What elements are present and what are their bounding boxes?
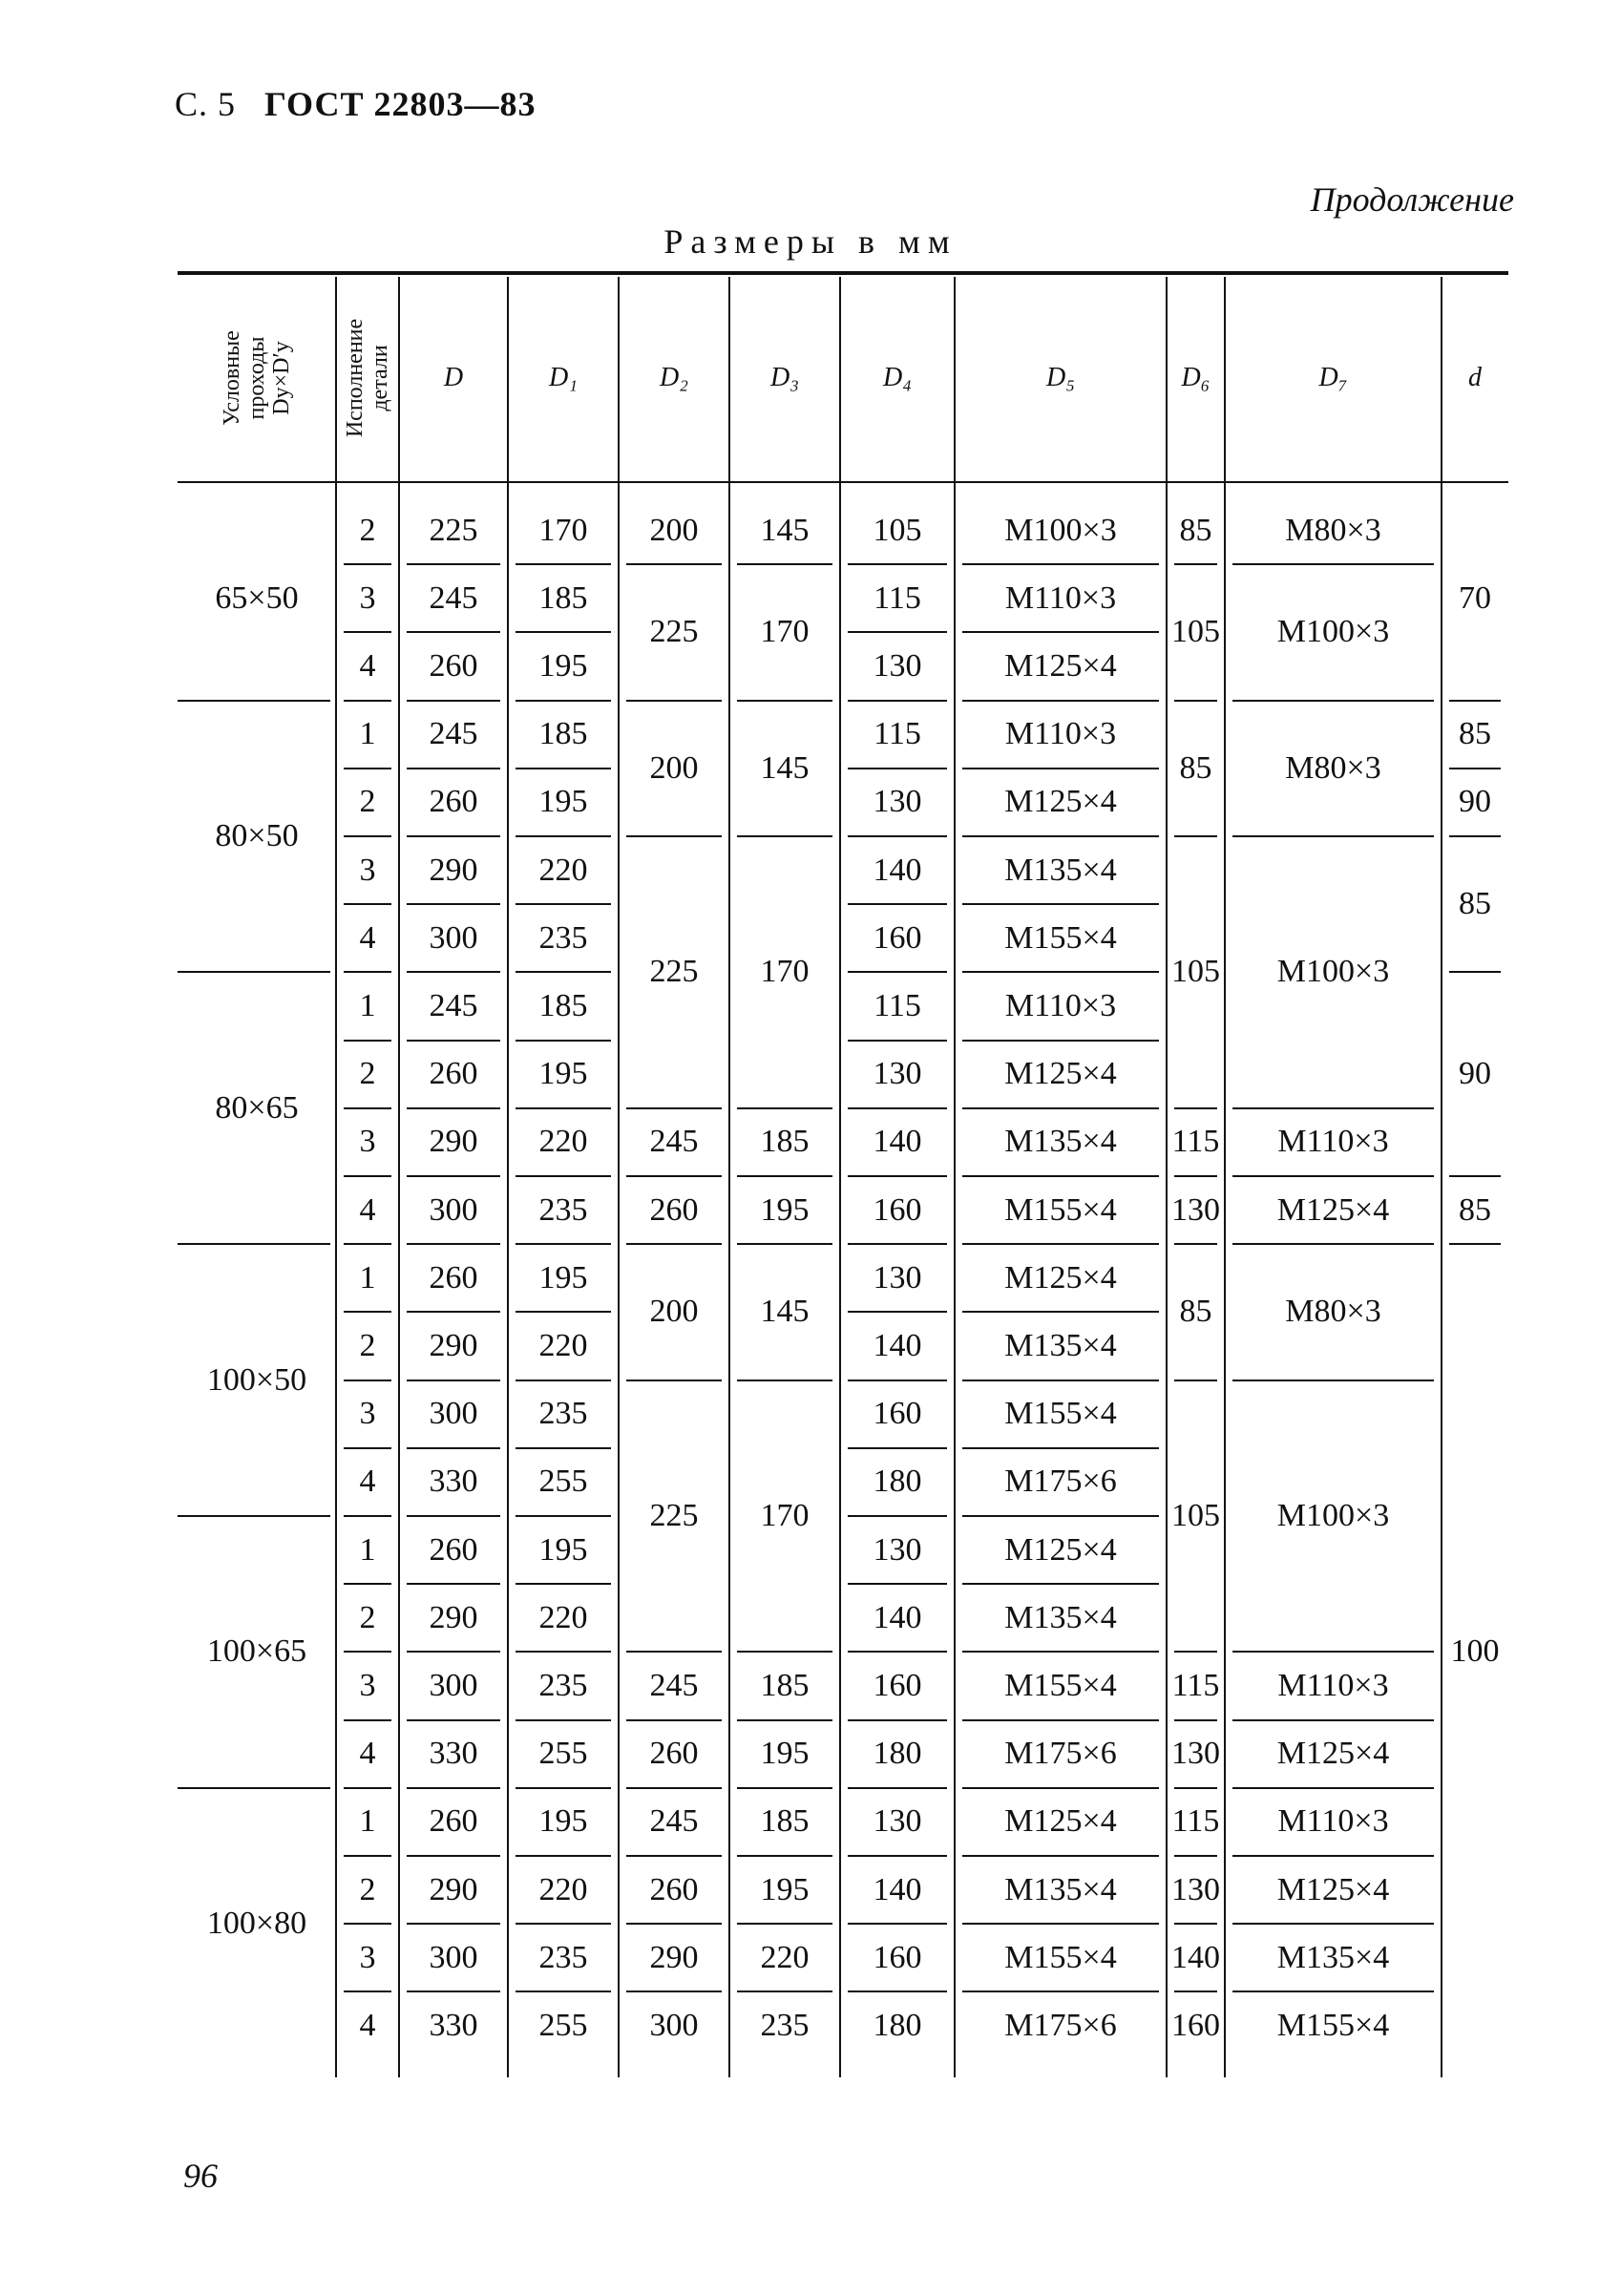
cell-d3-merged: 195 [760,1191,810,1228]
cell-d: 300 [429,1191,478,1228]
cell-d4: 115 [874,987,921,1023]
cell-d6-merged: 85 [1179,749,1212,786]
cell-d1: 255 [538,1464,588,1500]
cell-d1: 220 [538,1599,588,1635]
cell-d7-merged: M135×4 [1276,1939,1390,1975]
cell-d1: 220 [538,1327,588,1363]
cell-d2-merged: 225 [649,954,699,990]
cell-d4: 130 [873,1531,922,1568]
cell-d4: 140 [873,1327,922,1363]
cell-d-merged: 85 [1459,1191,1491,1228]
cell-d4: 130 [873,1056,922,1092]
column-header-d6: D₆ [1181,363,1210,392]
cell-variant: 3 [359,579,376,616]
cell-variant: 2 [359,1056,376,1092]
cell-d5: M125×4 [1004,647,1117,684]
cell-d4: 160 [873,1667,922,1703]
cell-d4: 140 [873,1599,922,1635]
cell-d5: M125×4 [1004,784,1117,820]
cell-d5: M125×4 [1004,1531,1117,1568]
cell-d2-merged: 200 [649,512,699,548]
cell-d5: M175×6 [1004,2007,1117,2043]
cell-d6-merged: 160 [1171,2007,1220,2043]
cell-d5: M155×4 [1004,1396,1117,1432]
column-header-d7: D₇ [1318,363,1348,392]
column-header-bore-text: Условные проходы Dу×D′у [219,330,294,426]
cell-d4: 140 [873,1871,922,1907]
standard-number: ГОСТ 22803—83 [264,85,537,123]
cell-variant: 1 [359,716,376,752]
column-header-d4: D₄ [883,363,912,392]
cell-d6-merged: 130 [1171,1871,1220,1907]
cell-d1: 220 [538,1871,588,1907]
cell-d: 225 [429,512,478,548]
cell-d4: 115 [874,579,921,616]
cell-d5: M125×4 [1004,1259,1117,1295]
cell-d2-merged: 225 [649,1497,699,1533]
cell-d7-merged: M110×3 [1277,1124,1389,1160]
cell-d6-merged: 115 [1171,1803,1220,1840]
cell-d: 330 [429,2007,478,2043]
cell-d2-merged: 245 [649,1803,699,1840]
column-header-d: d [1468,363,1482,392]
cell-d5: M110×3 [1004,579,1117,616]
cell-d-merged: 100 [1450,1633,1500,1670]
cell-variant: 4 [359,647,376,684]
cell-d2-merged: 300 [649,2007,699,2043]
cell-variant: 1 [359,987,376,1023]
cell-d1: 235 [538,1191,588,1228]
continuation-label: Продолжение [1310,180,1514,219]
cell-d: 290 [429,1124,478,1160]
cell-d: 260 [429,647,478,684]
cell-d1: 195 [538,1803,588,1840]
cell-d3-merged: 185 [760,1124,810,1160]
cell-d5: M135×4 [1004,1871,1117,1907]
cell-d2-merged: 225 [649,614,699,650]
cell-d7-merged: M80×3 [1285,1294,1381,1330]
cell-d7-merged: M125×4 [1276,1736,1390,1772]
cell-d1: 220 [538,852,588,888]
header-bottom-rule [178,481,1508,483]
cell-variant: 4 [359,1191,376,1228]
cell-variant: 3 [359,1667,376,1703]
cell-variant: 2 [359,784,376,820]
cell-d5: M135×4 [1004,1599,1117,1635]
cell-d5: M155×4 [1004,1191,1117,1228]
cell-d1: 235 [538,919,588,956]
cell-d4: 160 [873,1191,922,1228]
cell-d1: 255 [538,2007,588,2043]
column-header-bore [178,275,336,481]
cell-d1: 235 [538,1667,588,1703]
cell-d: 245 [429,716,478,752]
cell-d3-merged: 145 [760,749,810,786]
cell-d4: 140 [873,852,922,888]
cell-d-merged: 70 [1459,579,1491,616]
cell-d: 260 [429,1056,478,1092]
cell-d1: 185 [538,716,588,752]
cell-d4: 130 [873,647,922,684]
cell-d4: 130 [873,1259,922,1295]
cell-d: 290 [429,1327,478,1363]
page-ref: С. 5 [175,85,237,123]
cell-variant: 1 [359,1803,376,1840]
cell-d1: 255 [538,1736,588,1772]
cell-d3-merged: 170 [760,614,810,650]
bore-group-label: 80×65 [215,1089,299,1126]
cell-variant: 4 [359,2007,376,2043]
cell-d5: M100×3 [1004,512,1117,548]
column-header-d: D [443,363,464,392]
cell-d5: M175×6 [1004,1736,1117,1772]
cell-d4: 130 [873,1803,922,1840]
cell-variant: 4 [359,1464,376,1500]
column-header-variant-text: Исполнение детали [343,318,393,438]
cell-d: 290 [429,1599,478,1635]
cell-d1: 195 [538,1259,588,1295]
cell-d-merged: 90 [1459,784,1491,820]
cell-d: 260 [429,1803,478,1840]
cell-d: 290 [429,852,478,888]
cell-d5: M125×4 [1004,1056,1117,1092]
cell-d: 260 [429,1531,478,1568]
column-header-d1: D₁ [549,363,578,392]
cell-d1: 185 [538,579,588,616]
cell-variant: 3 [359,1939,376,1975]
cell-d: 245 [429,987,478,1023]
cell-d6-merged: 130 [1171,1736,1220,1772]
cell-d4: 180 [873,1736,922,1772]
cell-d6-merged: 105 [1171,614,1220,650]
cell-d7-merged: M110×3 [1277,1667,1389,1703]
cell-d5: M135×4 [1004,1124,1117,1160]
bore-group-label: 100×65 [206,1633,307,1670]
cell-d3-merged: 170 [760,954,810,990]
cell-d1: 220 [538,1124,588,1160]
cell-d5: M175×6 [1004,1464,1117,1500]
bore-group-label: 100×50 [206,1361,307,1398]
column-header-variant [336,275,399,481]
cell-d3-merged: 185 [760,1803,810,1840]
cell-d1: 195 [538,1056,588,1092]
cell-variant: 2 [359,1327,376,1363]
cell-d4: 130 [873,784,922,820]
cell-d4: 160 [873,1396,922,1432]
cell-d: 300 [429,919,478,956]
cell-d7-merged: M125×4 [1276,1871,1390,1907]
cell-d2-merged: 245 [649,1667,699,1703]
cell-d7-merged: M125×4 [1276,1191,1390,1228]
column-header-d3: D₃ [770,363,799,392]
cell-d6-merged: 105 [1171,954,1220,990]
cell-d2-merged: 260 [649,1191,699,1228]
cell-d: 290 [429,1871,478,1907]
cell-d4: 180 [873,1464,922,1500]
bore-group-label: 80×50 [215,817,299,853]
cell-d4: 180 [873,2007,922,2043]
cell-d: 260 [429,1259,478,1295]
cell-d5: M155×4 [1004,1667,1117,1703]
cell-d3-merged: 145 [760,512,810,548]
bore-group-label: 65×50 [215,579,299,616]
cell-d: 260 [429,784,478,820]
cell-d2-merged: 200 [649,749,699,786]
cell-d4: 140 [873,1124,922,1160]
cell-d7-merged: M100×3 [1276,954,1390,990]
cell-d3-merged: 170 [760,1497,810,1533]
cell-d5: M155×4 [1004,1939,1117,1975]
cell-variant: 3 [359,1124,376,1160]
cell-d1: 185 [538,987,588,1023]
cell-d1: 195 [538,1531,588,1568]
units-caption: Размеры в мм [663,222,958,261]
cell-variant: 1 [359,1259,376,1295]
cell-variant: 3 [359,852,376,888]
cell-d-merged: 85 [1459,886,1491,922]
cell-d2-merged: 260 [649,1736,699,1772]
cell-variant: 2 [359,1871,376,1907]
cell-d: 300 [429,1667,478,1703]
cell-d6-merged: 85 [1179,512,1212,548]
cell-d5: M110×3 [1004,716,1117,752]
cell-d6-merged: 115 [1171,1667,1220,1703]
cell-d: 330 [429,1464,478,1500]
cell-d3-merged: 145 [760,1294,810,1330]
cell-variant: 2 [359,1599,376,1635]
cell-d6-merged: 105 [1171,1497,1220,1533]
cell-d5: M135×4 [1004,852,1117,888]
cell-d2-merged: 200 [649,1294,699,1330]
cell-d7-merged: M100×3 [1276,614,1390,650]
cell-d3-merged: 235 [760,2007,810,2043]
page-number: 96 [183,2157,218,2195]
cell-d2-merged: 245 [649,1124,699,1160]
cell-variant: 1 [359,1531,376,1568]
cell-d7-merged: M155×4 [1276,2007,1390,2043]
cell-d6-merged: 115 [1171,1124,1220,1160]
cell-d3-merged: 195 [760,1871,810,1907]
cell-d7-merged: M80×3 [1285,749,1381,786]
cell-d6-merged: 140 [1171,1939,1220,1975]
cell-d1: 235 [538,1396,588,1432]
cell-variant: 2 [359,512,376,548]
cell-d5: M135×4 [1004,1327,1117,1363]
cell-d6-merged: 85 [1179,1294,1212,1330]
cell-d: 300 [429,1396,478,1432]
cell-d2-merged: 290 [649,1939,699,1975]
cell-d7-merged: M100×3 [1276,1497,1390,1533]
cell-d: 300 [429,1939,478,1975]
cell-d4: 160 [873,919,922,956]
cell-d1: 235 [538,1939,588,1975]
cell-d3-merged: 185 [760,1667,810,1703]
cell-d2-merged: 260 [649,1871,699,1907]
cell-d-merged: 85 [1459,716,1491,752]
column-header-d2: D₂ [660,363,688,392]
cell-d5: M110×3 [1004,987,1117,1023]
cell-d: 245 [429,579,478,616]
cell-d6-merged: 130 [1171,1191,1220,1228]
cell-variant: 4 [359,919,376,956]
cell-d-merged: 90 [1459,1056,1491,1092]
cell-d1: 195 [538,784,588,820]
cell-d4: 105 [873,512,922,548]
cell-d4: 115 [874,716,921,752]
cell-d: 330 [429,1736,478,1772]
cell-d1: 170 [538,512,588,548]
cell-d7-merged: M80×3 [1285,512,1381,548]
cell-d7-merged: M110×3 [1277,1803,1389,1840]
cell-variant: 3 [359,1396,376,1432]
cell-variant: 4 [359,1736,376,1772]
cell-d4: 160 [873,1939,922,1975]
cell-d5: M155×4 [1004,919,1117,956]
cell-d5: M125×4 [1004,1803,1117,1840]
column-header-d5: D₅ [1046,363,1075,392]
cell-d3-merged: 195 [760,1736,810,1772]
cell-d1: 195 [538,647,588,684]
cell-d3-merged: 220 [760,1939,810,1975]
bore-group-label: 100×80 [206,1906,307,1942]
